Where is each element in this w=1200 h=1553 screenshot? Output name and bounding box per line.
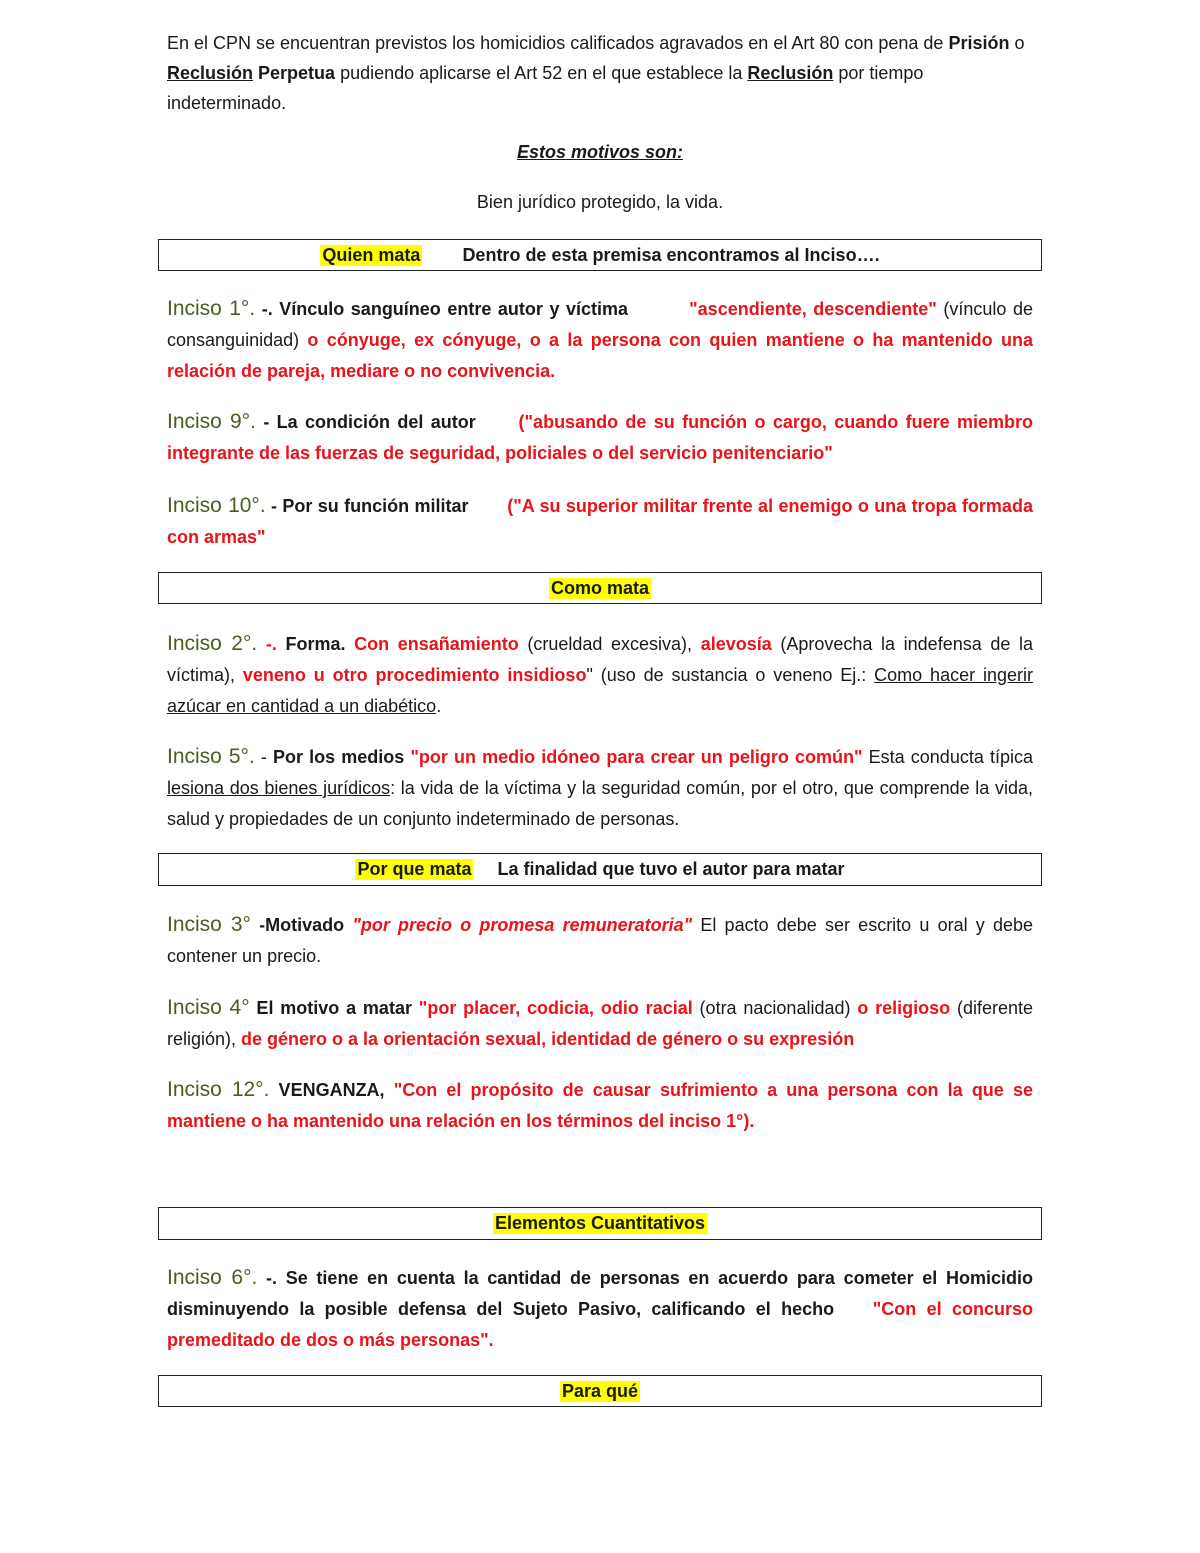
inciso-2-forma: Forma.	[285, 634, 346, 654]
inciso-12-red: "Con el propósito de causar sufrimiento a una persona con la que se mantiene o ha mantenido una relación en los términos del inciso 1°).	[167, 1080, 1033, 1131]
inciso-4-red-3: de género o a la orientación sexual, identidad de género o su expresión	[241, 1029, 855, 1049]
inciso-6-title: Se tiene en cuenta la cantidad de personas en acuerdo para cometer el Homicidio disminuyendo la posible defensa del Sujeto Pasivo, calificando el hecho	[167, 1268, 1034, 1319]
section-elementos-cuantitativos	[158, 1207, 1042, 1240]
inciso-9-number: Inciso 9°.	[167, 410, 256, 433]
inciso-4-number: Inciso 4°	[167, 996, 250, 1019]
intro-text: En el CPN se encuentran previstos los homicidios calificados agravados en el Art 80 con pena de	[167, 33, 949, 53]
inciso-3-red: "por precio o promesa remuneratoria"	[352, 915, 693, 935]
inciso-2-number: Inciso 2°.	[167, 632, 258, 655]
inciso-5-underline: lesiona dos bienes jurídicos	[167, 778, 391, 798]
section-quien-mata	[158, 239, 1042, 271]
inciso-10	[167, 490, 1033, 553]
inciso-5-sep: -	[254, 747, 273, 767]
elementos-cuantitativos-label: Elementos Cuantitativos	[494, 1213, 706, 1233]
inciso-1-text: (vínculo de consanguinidad)	[167, 299, 1033, 350]
perpetua-term: Perpetua	[253, 63, 336, 83]
inciso-6-red: "Con el concurso premeditado de dos o más personas".	[167, 1299, 1033, 1350]
inciso-5-text-1: Esta conducta típica	[862, 747, 1033, 767]
intro-text-3: por tiempo indeterminado.	[167, 63, 924, 113]
por-que-mata-label: Por que mata	[357, 859, 472, 879]
quien-mata-label: Quien mata	[322, 244, 421, 265]
inciso-1-title: Vínculo sanguíneo entre autor y víctima	[279, 299, 629, 319]
inciso-4-red-2: o religioso	[857, 998, 951, 1018]
inciso-5-text-2: : la vida de la víctima y la seguridad común, por el otro, que comprende la vida, salud y propiedades de un conjunto indeterminado de personas.	[167, 778, 1033, 829]
inciso-1-red-1: "ascendiente, descendiente"	[689, 299, 937, 319]
section-como-mata	[158, 572, 1042, 604]
intro-paragraph	[167, 28, 1033, 118]
inciso-4-text-1: (otra nacionalidad)	[692, 998, 858, 1018]
inciso-2-text-3: " (uso de sustancia o veneno Ej.:	[586, 665, 875, 685]
inciso-10-title: - Por su función militar	[265, 496, 469, 516]
inciso-4-red-1: "por placer, codicia, odio racial	[418, 998, 693, 1018]
motivos-title: Estos motivos son:	[516, 142, 684, 162]
inciso-3-text: El pacto debe ser escrito u oral y debe contener un precio.	[167, 915, 1033, 966]
inciso-5	[167, 741, 1033, 835]
inciso-5-red: "por un medio idóneo para crear un peligro común"	[404, 747, 863, 767]
intro-text-2: pudiendo aplicarse el Art 52 en el que establece la	[335, 63, 748, 83]
inciso-1-number: Inciso 1°.	[167, 297, 256, 320]
inciso-1	[167, 293, 1033, 387]
section-por-que-mata	[158, 853, 1042, 886]
inciso-9	[167, 406, 1033, 469]
inciso-2-red-2: alevosía	[700, 634, 772, 654]
inciso-2	[167, 628, 1033, 722]
como-mata-label: Como mata	[550, 577, 649, 598]
inciso-3-number: Inciso 3°	[167, 913, 251, 936]
inciso-1-sep: -.	[255, 299, 280, 319]
inciso-2-text-4: .	[436, 696, 442, 716]
inciso-9-title: - La condición del autor	[255, 412, 476, 432]
inciso-4-title: El motivo a matar	[249, 998, 419, 1018]
inciso-5-title: Por los medios	[272, 747, 405, 767]
inciso-2-red-3: veneno u otro procedimiento insidioso	[242, 665, 587, 685]
inciso-4-text-2: (diferente religión),	[167, 998, 1034, 1049]
inciso-2-red-1: Con ensañamiento	[345, 634, 519, 654]
inciso-12	[167, 1074, 1033, 1137]
reclusion-term: Reclusión	[167, 63, 254, 83]
inciso-6-number: Inciso 6°.	[167, 1266, 258, 1289]
inciso-3-title: -Motivado	[250, 915, 353, 935]
inciso-5-number: Inciso 5°.	[167, 745, 255, 768]
inciso-3	[167, 909, 1033, 972]
inciso-10-red: ("A su superior militar frente al enemigo o una tropa formada con armas"	[167, 496, 1033, 547]
por-que-mata-desc: La finalidad que tuvo el autor para matar	[497, 859, 845, 879]
inciso-12-number: Inciso 12°.	[167, 1078, 270, 1101]
section-para-que	[158, 1375, 1042, 1407]
inciso-9-red: ("abusando de su función o cargo, cuando fuere miembro integrante de las fuerzas de seguridad, policiales o del servicio penitenciario"	[167, 412, 1033, 463]
reclusion-term-2: Reclusión	[747, 63, 834, 83]
inciso-6	[167, 1262, 1033, 1356]
inciso-2-example: Como hacer ingerir azúcar en cantidad a un diabético	[167, 665, 1033, 716]
inciso-2-sep: -.	[257, 634, 286, 654]
quien-mata-desc: Dentro de esta premisa encontramos al Inciso….	[462, 244, 880, 265]
inciso-2-text-1: (crueldad excesiva),	[518, 634, 701, 654]
inciso-1-red-2: o cónyuge, ex cónyuge, o a la persona con quien mantiene o ha mantenido una relación de pareja, mediare o no convivencia.	[167, 330, 1033, 381]
prision-term: Prisión	[948, 33, 1010, 53]
inciso-10-number: Inciso 10°.	[167, 494, 266, 517]
intro-o: o	[1009, 33, 1025, 53]
inciso-6-sep: -.	[257, 1268, 286, 1288]
inciso-4	[167, 992, 1033, 1055]
inciso-2-text-2: (Aprovecha la indefensa de la víctima),	[167, 634, 1033, 685]
bien-juridico: Bien jurídico protegido, la vida.	[476, 192, 724, 212]
inciso-12-title: VENGANZA,	[269, 1080, 394, 1100]
para-que-label: Para qué	[561, 1380, 639, 1401]
